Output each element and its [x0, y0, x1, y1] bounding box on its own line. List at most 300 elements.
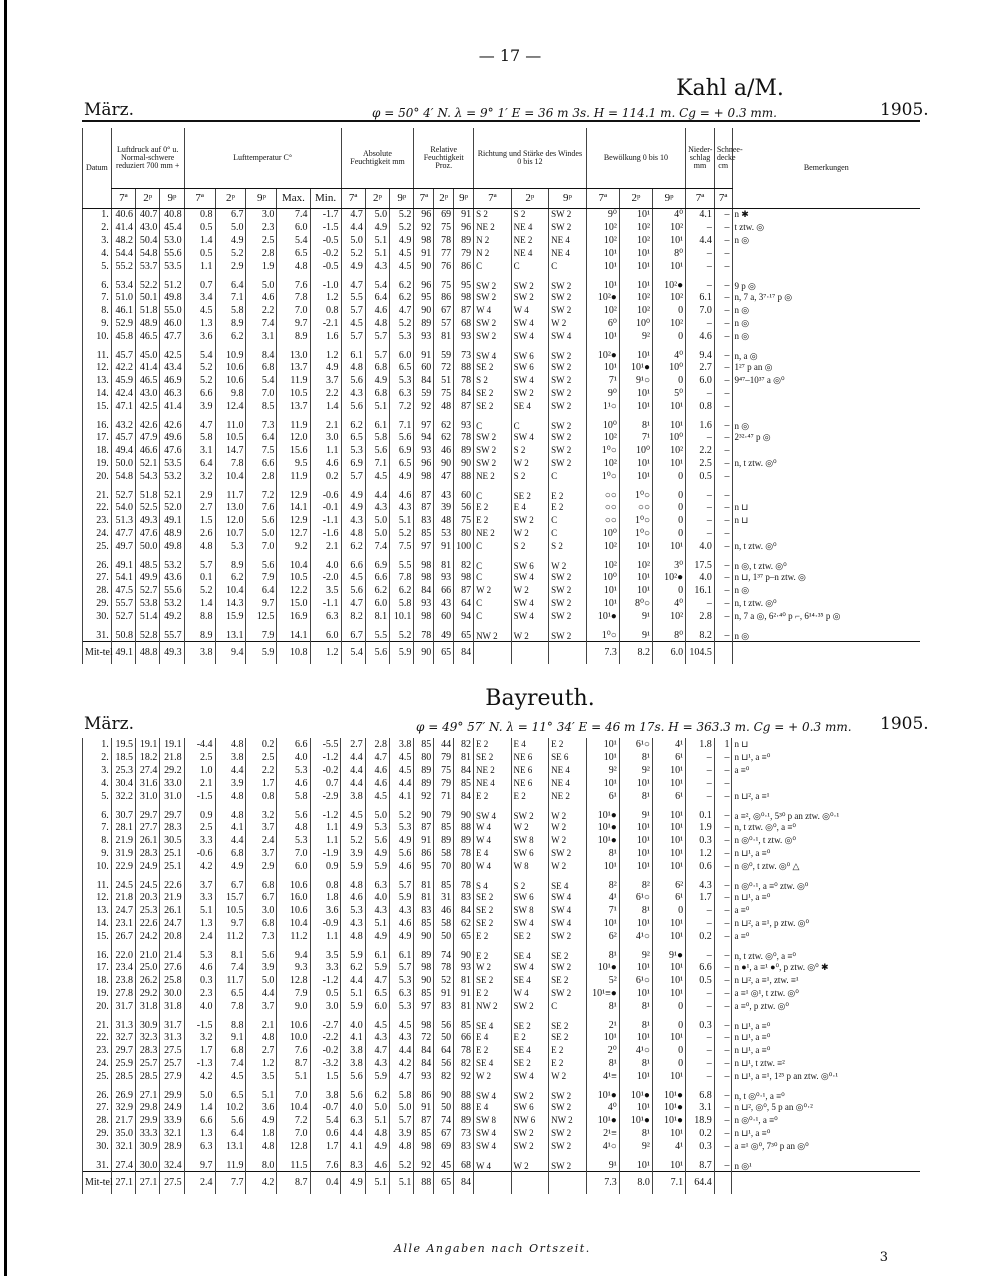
- table-cell: 11.9: [277, 470, 310, 483]
- table-cell: 55.6: [160, 247, 184, 260]
- table-cell: 3.: [83, 764, 112, 777]
- table-cell: 4.4: [341, 1127, 365, 1140]
- table-cell: 3.5: [310, 584, 341, 597]
- table-cell: 24.7: [111, 904, 135, 917]
- table-cell: 46: [434, 444, 454, 457]
- table-cell: SW 2: [549, 1140, 587, 1153]
- table-cell: SW 4: [511, 1070, 549, 1083]
- mittel-row: [83, 642, 921, 664]
- table-cell: 13.7: [277, 400, 310, 413]
- table-cell: –: [686, 260, 715, 273]
- table-cell: 4⁰: [586, 1101, 619, 1114]
- table-cell: 57: [434, 317, 454, 330]
- table-cell: –: [714, 273, 732, 291]
- table-cell: 42.6: [136, 413, 160, 431]
- header-bemerkungen: Bemerkungen: [732, 128, 920, 208]
- table-row: [83, 751, 921, 764]
- table-row: [83, 1013, 921, 1031]
- table-cell: W 4: [473, 860, 511, 873]
- table-cell: NE 4: [549, 247, 587, 260]
- table-cell: 4.6: [365, 764, 389, 777]
- table-cell: 2.2: [310, 387, 341, 400]
- table-row: [83, 1101, 921, 1114]
- table-cell: 2.3: [184, 987, 215, 1000]
- table-cell: -0.5: [310, 234, 341, 247]
- table-cell: 4.0: [341, 1013, 365, 1031]
- table-cell: SW 2: [549, 623, 587, 642]
- table-cell: 10¹●: [586, 821, 619, 834]
- table-cell: 27.4: [111, 1153, 135, 1172]
- mittel-cell: 64.4: [686, 1172, 715, 1194]
- table-cell: 28.9: [160, 1140, 184, 1153]
- table-cell: n ◎⁰·¹, a ≡⁰: [732, 1114, 920, 1127]
- table-cell: n, t ztw. ◎⁰: [732, 457, 920, 470]
- table-cell: 6.3: [365, 873, 389, 891]
- table-cell: –: [714, 1153, 732, 1172]
- table-cell: 60: [414, 361, 434, 374]
- table-cell: 12.8: [277, 1140, 310, 1153]
- table-row: [83, 597, 921, 610]
- table-cell: 58: [434, 917, 454, 930]
- table-cell: 75: [434, 221, 454, 234]
- table-cell: 4.4: [341, 764, 365, 777]
- table-cell: 98: [414, 961, 434, 974]
- table-cell: 4.8: [341, 361, 365, 374]
- table-cell: 5.7: [390, 873, 414, 891]
- header-obs-time: Max.: [277, 188, 310, 208]
- table-cell: 10²: [653, 444, 686, 457]
- table-cell: C: [549, 527, 587, 540]
- mittel-cell: [511, 1172, 549, 1194]
- table-cell: 91: [434, 987, 454, 1000]
- table-cell: 0.5: [184, 247, 215, 260]
- table-cell: E 2: [474, 501, 512, 514]
- table-cell: 10²: [619, 304, 652, 317]
- table-cell: 10.: [83, 860, 112, 873]
- table-cell: 85: [434, 873, 454, 891]
- table-cell: 4.5: [341, 803, 365, 821]
- table-cell: 10¹: [652, 777, 685, 790]
- table-cell: 4.3: [686, 873, 715, 891]
- table-cell: 10¹: [619, 987, 652, 1000]
- table-cell: 4.8: [184, 540, 215, 553]
- table-cell: 10¹: [652, 1127, 685, 1140]
- table-cell: 5.3: [365, 821, 389, 834]
- table-cell: NE 2: [474, 221, 512, 234]
- table-cell: 7.4: [277, 208, 310, 221]
- table-cell: 7.8: [215, 457, 246, 470]
- table-cell: 39: [434, 501, 454, 514]
- table-cell: 6.2: [341, 413, 365, 431]
- table-cell: –: [714, 1070, 732, 1083]
- table-cell: 43.6: [160, 571, 184, 584]
- table-cell: –: [714, 387, 732, 400]
- table-cell: 11.2: [215, 930, 246, 943]
- table-cell: 6⁰: [586, 317, 619, 330]
- table-cell: 31: [434, 891, 454, 904]
- table-cell: 53.7: [136, 260, 160, 273]
- table-cell: 78: [434, 961, 454, 974]
- table-cell: 4.5: [390, 260, 414, 273]
- table-cell: [732, 470, 920, 483]
- table-cell: 6.2: [341, 961, 365, 974]
- mittel-cell: 7.7: [215, 1172, 246, 1194]
- mittel-cell: 104.5: [686, 642, 715, 664]
- table-cell: N 2: [474, 234, 512, 247]
- table-cell: 52.7: [111, 610, 135, 623]
- table-cell: 2.1: [184, 777, 215, 790]
- table-cell: 10.6: [277, 873, 310, 891]
- table-cell: -0.6: [310, 483, 341, 501]
- table-cell: 4.6: [277, 777, 310, 790]
- table-cell: 30.5: [160, 834, 184, 847]
- table-cell: 27.4: [136, 764, 160, 777]
- table-cell: 5.8: [277, 790, 310, 803]
- table-cell: 7.4: [215, 1057, 246, 1070]
- table-cell: 10.: [83, 330, 112, 343]
- table-cell: 4.7: [365, 1044, 389, 1057]
- table-cell: SW 2: [474, 444, 512, 457]
- table-cell: SW 2: [549, 571, 587, 584]
- table-row: [83, 387, 921, 400]
- table-cell: 0.2: [310, 470, 341, 483]
- table-cell: 6.4: [184, 457, 215, 470]
- table-cell: -2.7: [310, 1013, 341, 1031]
- table-cell: 52.8: [136, 623, 160, 642]
- table-cell: 10.4: [215, 470, 246, 483]
- table-cell: 68: [454, 317, 474, 330]
- table-cell: 54.4: [111, 247, 135, 260]
- table-cell: 2.8: [246, 247, 277, 260]
- table-cell: 32.1: [111, 1140, 135, 1153]
- table-cell: 49.3: [136, 514, 160, 527]
- table-cell: 82: [454, 738, 474, 751]
- table-cell: 89: [454, 1114, 474, 1127]
- table-cell: 73: [454, 1127, 474, 1140]
- table-cell: 7.4: [215, 961, 246, 974]
- table-cell: 26.9: [111, 1083, 135, 1101]
- table-row: [83, 457, 921, 470]
- table-cell: 30.: [83, 610, 112, 623]
- table-cell: 4.9: [390, 930, 414, 943]
- table-cell: 98: [414, 571, 434, 584]
- table-cell: 5.0: [341, 234, 365, 247]
- table-cell: 6.0: [686, 374, 715, 387]
- table-cell: 90: [434, 457, 454, 470]
- table-cell: 79: [434, 777, 454, 790]
- table-cell: 5.3: [215, 540, 246, 553]
- table-cell: 4.4: [390, 777, 414, 790]
- header-obs-time: 9ᵖ: [454, 188, 474, 208]
- table-cell: 4.5: [390, 764, 414, 777]
- table-cell: [732, 777, 920, 790]
- table-cell: 10²: [653, 610, 686, 623]
- table-cell: 31.0: [160, 790, 184, 803]
- table-cell: 0.5: [686, 974, 715, 987]
- table-cell: [732, 247, 920, 260]
- table-cell: 5.9: [365, 961, 389, 974]
- table-cell: 92: [414, 1153, 434, 1172]
- table-cell: 52.1: [160, 483, 184, 501]
- table-cell: 4.3: [365, 1057, 389, 1070]
- table-cell: 6.3: [390, 987, 414, 1000]
- table-cell: 84: [454, 790, 474, 803]
- table-row: [83, 1000, 921, 1013]
- table-cell: ○○: [586, 514, 619, 527]
- table-cell: 10⁰: [653, 431, 686, 444]
- table-cell: –: [714, 790, 732, 803]
- table-cell: 0: [652, 1000, 685, 1013]
- table-cell: –: [686, 431, 715, 444]
- table-cell: SW 4: [511, 374, 549, 387]
- table-cell: 67: [434, 1127, 454, 1140]
- table-row: [83, 961, 921, 974]
- table-cell: 8¹: [586, 943, 619, 961]
- table-cell: 10¹: [652, 860, 685, 873]
- table-cell: 2.9: [184, 483, 215, 501]
- table-cell: 10¹: [586, 597, 619, 610]
- table-cell: 78: [454, 1044, 474, 1057]
- table-cell: 0: [653, 483, 686, 501]
- table-cell: –: [714, 343, 732, 361]
- table-cell: 3.2: [184, 1031, 215, 1044]
- table-cell: n ⊔¹, t ztw. ≡²: [732, 1057, 920, 1070]
- table-cell: 84: [414, 584, 434, 597]
- table-cell: 91: [414, 1101, 434, 1114]
- table-cell: 11.: [83, 873, 112, 891]
- table-cell: 5.3: [390, 374, 414, 387]
- table-cell: 4.9: [310, 361, 341, 374]
- table-cell: SW 2: [511, 273, 549, 291]
- table-cell: 13.1: [215, 1140, 246, 1153]
- table-cell: 90: [414, 304, 434, 317]
- table-cell: 1²⁷ p an ◎: [732, 361, 920, 374]
- table-cell: 9.7: [277, 317, 310, 330]
- table-cell: 3.1: [686, 1101, 715, 1114]
- table-cell: 6.2: [365, 584, 389, 597]
- table-cell: W 2: [511, 1153, 549, 1172]
- table-cell: 5⁰: [653, 387, 686, 400]
- table-cell: 8.: [83, 834, 112, 847]
- table-cell: n ⊔¹, a ≡⁰: [732, 1127, 920, 1140]
- table-row: [83, 1031, 921, 1044]
- table-cell: 9⁴⁷–10³⁷ a ◎⁰: [732, 374, 920, 387]
- table-cell: SE 2: [511, 1013, 549, 1031]
- table-cell: NE 6: [511, 751, 549, 764]
- table-cell: 51.4: [136, 610, 160, 623]
- table-cell: 5.6: [246, 514, 277, 527]
- table-cell: 53.5: [160, 457, 184, 470]
- table-cell: 2.1: [310, 540, 341, 553]
- table-cell: 4.4: [341, 974, 365, 987]
- table-cell: 8²: [619, 873, 652, 891]
- table-cell: 10¹: [619, 1070, 652, 1083]
- table-cell: 4.8: [246, 1031, 277, 1044]
- table-cell: SE 2: [473, 751, 511, 764]
- table-cell: –: [714, 470, 732, 483]
- table-cell: 40.8: [160, 208, 184, 221]
- table-cell: 81: [454, 751, 474, 764]
- table-cell: SW 4: [473, 1127, 511, 1140]
- table-cell: 16.9: [277, 610, 310, 623]
- table-cell: 16.1: [686, 584, 715, 597]
- table-cell: W 2: [549, 860, 587, 873]
- table-cell: 24.2: [136, 930, 160, 943]
- table-cell: 2.8: [365, 738, 389, 751]
- table-cell: n ◎: [732, 584, 920, 597]
- table-cell: 10.4: [277, 917, 310, 930]
- table-cell: SE 4: [473, 1057, 511, 1070]
- table-cell: –: [714, 1000, 732, 1013]
- table-cell: 4.6: [365, 304, 389, 317]
- table-cell: 79: [434, 751, 454, 764]
- table-cell: SW 2: [549, 374, 587, 387]
- table-cell: n ⊔¹, a ≡⁰: [732, 1013, 920, 1031]
- table-cell: -0.7: [310, 1101, 341, 1114]
- table-cell: –: [714, 553, 732, 571]
- table-cell: 8.8: [215, 1013, 246, 1031]
- table-cell: 9.0: [277, 1000, 310, 1013]
- table-cell: 55.0: [160, 304, 184, 317]
- table-cell: 12.8: [277, 974, 310, 987]
- table-cell: 7.4: [246, 317, 277, 330]
- table-cell: 4.6: [246, 291, 277, 304]
- table-cell: 6.7: [341, 623, 365, 642]
- table-cell: 11.5: [277, 1153, 310, 1172]
- table-cell: 23.8: [111, 974, 135, 987]
- table-cell: 5.6: [246, 943, 277, 961]
- table-cell: 6.6: [184, 1114, 215, 1127]
- table-cell: 5.1: [184, 904, 215, 917]
- table-cell: n, 7 a, 3⁷·¹⁷ p ◎: [732, 291, 920, 304]
- table-cell: 6¹: [586, 790, 619, 803]
- table-cell: 4.1: [686, 208, 715, 221]
- table-cell: 10¹: [586, 1031, 619, 1044]
- table-cell: 6.7: [246, 891, 277, 904]
- table-cell: 26.1: [136, 834, 160, 847]
- table-cell: C: [474, 571, 512, 584]
- table-cell: n ⊔¹, a ≡⁰: [732, 751, 920, 764]
- header-niederschlag: Nieder-schlag mm: [686, 128, 715, 188]
- table-cell: -1.1: [310, 514, 341, 527]
- table-cell: 3.2: [184, 470, 215, 483]
- table-cell: 42.5: [136, 400, 160, 413]
- table-cell: 22.: [83, 501, 112, 514]
- table-cell: W 2: [549, 1070, 587, 1083]
- mittel-cell: 5.1: [390, 1172, 414, 1194]
- table-cell: 3.5: [310, 943, 341, 961]
- table-cell: 52.7: [111, 483, 135, 501]
- table-cell: 29.: [83, 597, 112, 610]
- table-cell: 1¹○: [586, 400, 619, 413]
- table-cell: 22.: [83, 1031, 112, 1044]
- table-cell: SW 4: [511, 597, 549, 610]
- table-cell: 25.8: [160, 974, 184, 987]
- table-cell: 4.9: [365, 221, 389, 234]
- table-cell: 1⁰○: [619, 527, 652, 540]
- table-cell: 10⁰: [619, 317, 652, 330]
- table-cell: NE 4: [549, 777, 587, 790]
- table-cell: SW 2: [549, 961, 587, 974]
- table-cell: 4.: [83, 247, 112, 260]
- table-cell: 83: [454, 891, 474, 904]
- table-cell: 5.7: [341, 470, 365, 483]
- table-cell: 7.9: [277, 987, 310, 1000]
- table-cell: 7.0: [277, 1083, 310, 1101]
- table-cell: 48.5: [136, 553, 160, 571]
- table-cell: 62: [434, 431, 454, 444]
- table-row: [83, 974, 921, 987]
- table-cell: 10¹: [586, 584, 619, 597]
- table-cell: -1.0: [310, 273, 341, 291]
- table-cell: 0.2: [686, 930, 715, 943]
- table-cell: –: [686, 273, 715, 291]
- table-cell: 4.5: [184, 304, 215, 317]
- table-cell: SW 2: [474, 291, 512, 304]
- table-cell: 10¹: [619, 208, 652, 221]
- table-cell: 6.1: [365, 943, 389, 961]
- table-cell: –: [686, 247, 715, 260]
- table-cell: 1⁰○: [586, 623, 619, 642]
- table-cell: 42.4: [111, 387, 135, 400]
- table-cell: SW 2: [549, 304, 587, 317]
- table-cell: -1.5: [184, 1013, 215, 1031]
- table-cell: 4.4: [215, 764, 246, 777]
- table-cell: 68: [454, 1153, 474, 1172]
- table-cell: 80: [454, 860, 474, 873]
- table-cell: 10¹: [619, 343, 652, 361]
- table-cell: SW 6: [511, 361, 549, 374]
- table-cell: 85: [414, 527, 434, 540]
- mittel-cell: 1.2: [310, 642, 341, 664]
- table-cell: –: [714, 400, 732, 413]
- table-cell: 5.6: [341, 1083, 365, 1101]
- table-cell: 87: [454, 584, 474, 597]
- table-cell: 55.6: [160, 584, 184, 597]
- table-cell: 0.8: [686, 400, 715, 413]
- header-obs-time: 7ª: [184, 188, 215, 208]
- table-cell: W 2: [473, 961, 511, 974]
- table-cell: 4.6: [390, 917, 414, 930]
- table-cell: 25.: [83, 540, 112, 553]
- table-cell: [732, 527, 920, 540]
- table-cell: 7.4: [365, 540, 389, 553]
- table-cell: 11.7: [215, 974, 246, 987]
- table-cell: 24.: [83, 1057, 112, 1070]
- table-cell: 15.6: [277, 444, 310, 457]
- table-row: [83, 1153, 921, 1172]
- table-cell: 52.5: [136, 501, 160, 514]
- table-cell: 71: [434, 790, 454, 803]
- table-cell: NE 2: [474, 527, 512, 540]
- table-cell: 53.4: [111, 273, 135, 291]
- table-cell: 93: [414, 330, 434, 343]
- mittel-cell: 27.5: [160, 1172, 184, 1194]
- table-cell: 2.1: [246, 1013, 277, 1031]
- table-cell: 28.: [83, 1114, 112, 1127]
- table-cell: 93: [454, 330, 474, 343]
- table-cell: 0: [653, 374, 686, 387]
- table-cell: 55.2: [111, 260, 135, 273]
- table-cell: 91: [434, 540, 454, 553]
- table-cell: –: [714, 904, 732, 917]
- table-row: [83, 291, 921, 304]
- table-cell: 0.8: [246, 790, 277, 803]
- table-cell: 8¹: [619, 1057, 652, 1070]
- table-cell: 4.1: [341, 1031, 365, 1044]
- table-cell: 6.1: [341, 343, 365, 361]
- table-cell: n ◎: [732, 234, 920, 247]
